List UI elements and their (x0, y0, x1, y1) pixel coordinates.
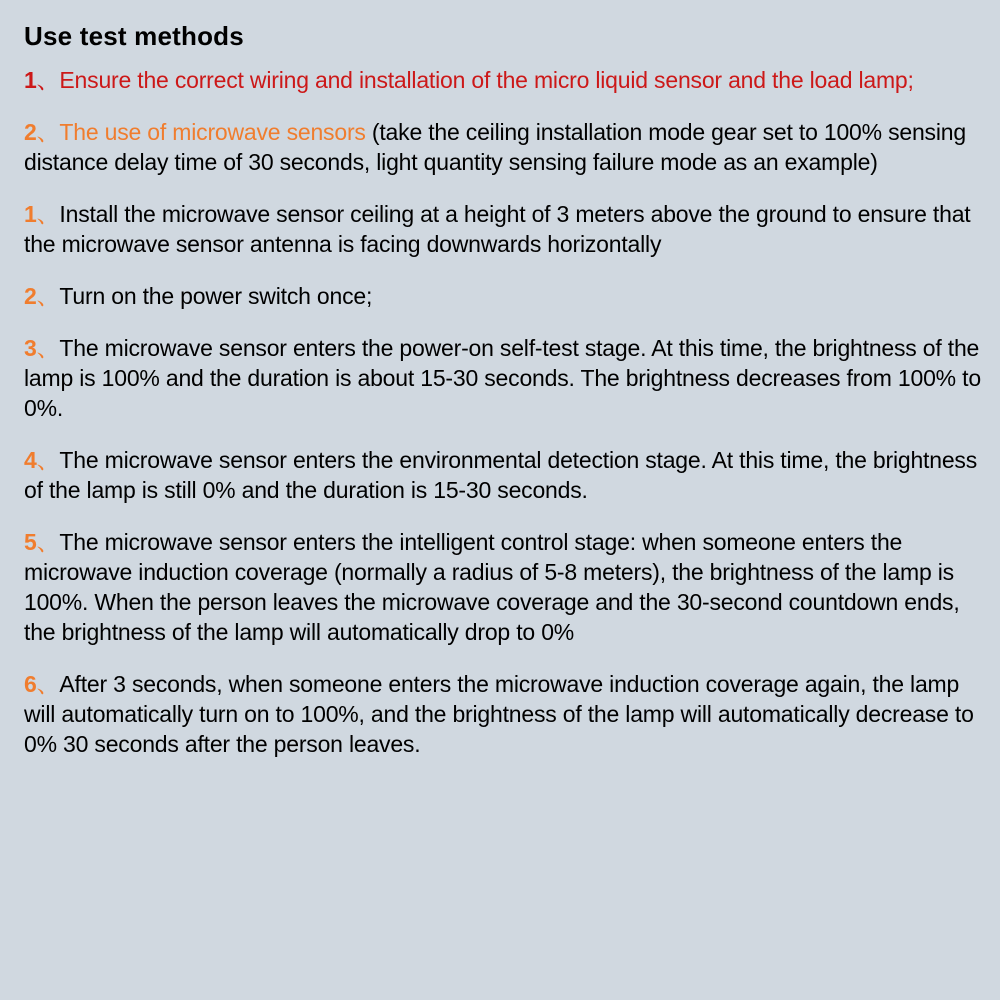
step-number: 2 (24, 119, 37, 145)
step-highlight-text: The use of microwave sensors (59, 119, 366, 145)
step-separator: 、 (36, 529, 60, 555)
step-text: Turn on the power switch once; (59, 283, 373, 309)
step-number: 1 (24, 201, 37, 227)
substep-install (24, 199, 990, 259)
substep-re-entry (24, 669, 990, 759)
step-text: The microwave sensor enters the power-on self-test stage. At this time, the brightness of the lamp is 100% and the duration is about 15-30 seconds. The brightness decreases from 100% to 0%. (24, 335, 981, 421)
step-text: The microwave sensor enters the intelligent control stage: when someone enters the microwave induction coverage (normally a radius of 5-8 meters), the brightness of the lamp is 100%. When the person leaves the microwave coverage and the 30-second countdown ends, the brightness of the lamp will automatically drop to 0% (24, 529, 960, 645)
substep-self-test (24, 333, 990, 423)
step-text: Install the microwave sensor ceiling at a height of 3 meters above the ground to ensure that the microwave sensor antenna is facing downwards horizontally (24, 201, 971, 257)
step-separator: 、 (36, 671, 60, 697)
step-separator: 、 (36, 201, 60, 227)
step-number: 6 (24, 671, 37, 697)
step-separator: 、 (36, 335, 60, 361)
step-text: The microwave sensor enters the environmental detection stage. At this time, the brightness of the lamp is still 0% and the duration is 15-30 seconds. (24, 447, 978, 503)
step-separator: 、 (36, 447, 60, 473)
step-wiring (24, 65, 990, 95)
step-highlight-text: Ensure the correct wiring and installation of the micro liquid sensor and the load lamp; (59, 67, 914, 93)
step-number: 1 (24, 67, 37, 93)
step-number: 4 (24, 447, 37, 473)
step-separator: 、 (36, 119, 60, 145)
page-title: Use test methods (24, 21, 244, 51)
step-separator: 、 (36, 283, 60, 309)
step-number: 5 (24, 529, 37, 555)
step-text: (take the ceiling installation mode gear set to 100% sensing distance delay time of 30 seconds, light quantity sensing failure mode as an example) (24, 119, 966, 175)
step-microwave-usage (24, 117, 990, 177)
substep-intelligent-control (24, 527, 990, 647)
step-text: After 3 seconds, when someone enters the microwave induction coverage again, the lamp will automatically turn on to 100%, and the brightness of the lamp will automatically decrease to 0% 30 seconds after the person leaves. (24, 671, 974, 757)
substep-power-on (24, 281, 990, 311)
step-separator: 、 (36, 67, 60, 93)
substep-environment-detection (24, 445, 990, 505)
step-number: 2 (24, 283, 37, 309)
step-number: 3 (24, 335, 37, 361)
